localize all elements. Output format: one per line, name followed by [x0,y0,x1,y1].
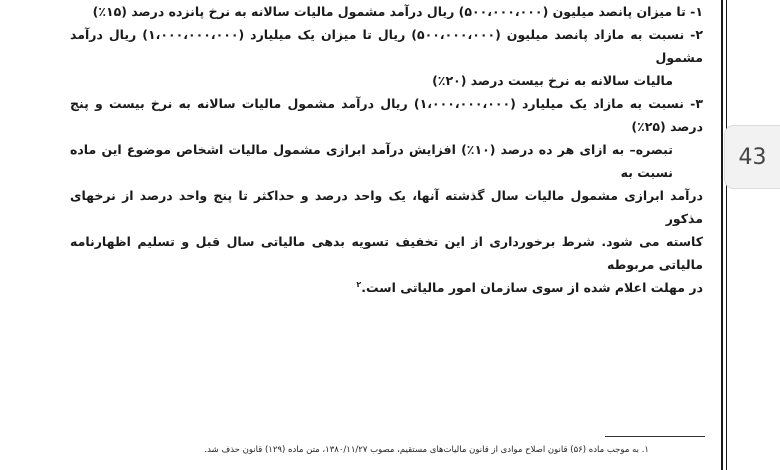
document-body [70,0,703,299]
page-number-tab[interactable] [724,125,780,189]
note-line-1 [70,138,703,184]
note-label: تبصره– [629,142,673,157]
item-1: ۱- تا میزان پانصد میلیون (۵۰۰،۰۰۰،۰۰۰) ریال درآمد مشمول مالیات سالانه به نرخ پانزده درصد (۱۵٪) [92,4,703,19]
footnote: ۱. به موجب ماده (۵۶) قانون اصلاح موادی از قانون مالیات‌های مستقیم، مصوب ۱۳۸۰/۱۱/۲۷، متن ماده (۱۲۹) قانون حذف شد. [204,445,649,455]
note-text-4: در مهلت اعلام شده از سوی سازمان امور مالیاتی است. [361,280,703,295]
item-3: ۳- نسبت به مازاد یک میلیارد (۱،۰۰۰،۰۰۰،۰۰۰) ریال درآمد مشمول مالیات سالانه به نرخ بیست و پنج درصد (۲۵٪) [70,96,703,134]
note-line-3: کاسته می شود. شرط برخورداری از این تخفیف تسویه بدهی مالیاتی سال قبل و تسلیم اظهارنامه مالیاتی مربوطه [70,234,703,272]
page-number: 43 [738,144,767,170]
item-2-line-2: مالیات سالانه به نرخ بیست درصد (۲۰٪) [432,73,673,88]
note-line-4 [70,276,703,299]
page-frame-edge [726,0,727,470]
note-line-2: درآمد ابرازی مشمول مالیات سال گذشته آنها، یک واحد درصد و حداکثر تا پنج واحد درصد از نرخهای مذکور [70,188,703,226]
footnote-divider [605,436,705,437]
footnote-ref[interactable]: ۲ [356,279,362,289]
item-2-line-1: ۲- نسبت به مازاد پانصد میلیون (۵۰۰،۰۰۰،۰۰۰) ریال تا میزان یک میلیارد (۱،۰۰۰،۰۰۰،۰۰۰) ریال درآمد مشمول [70,27,703,65]
note-text-1: به ازای هر ده درصد (۱۰٪) افزایش درآمد ابرازی مشمول مالیات اشخاص موضوع این ماده نسبت به [70,142,673,180]
